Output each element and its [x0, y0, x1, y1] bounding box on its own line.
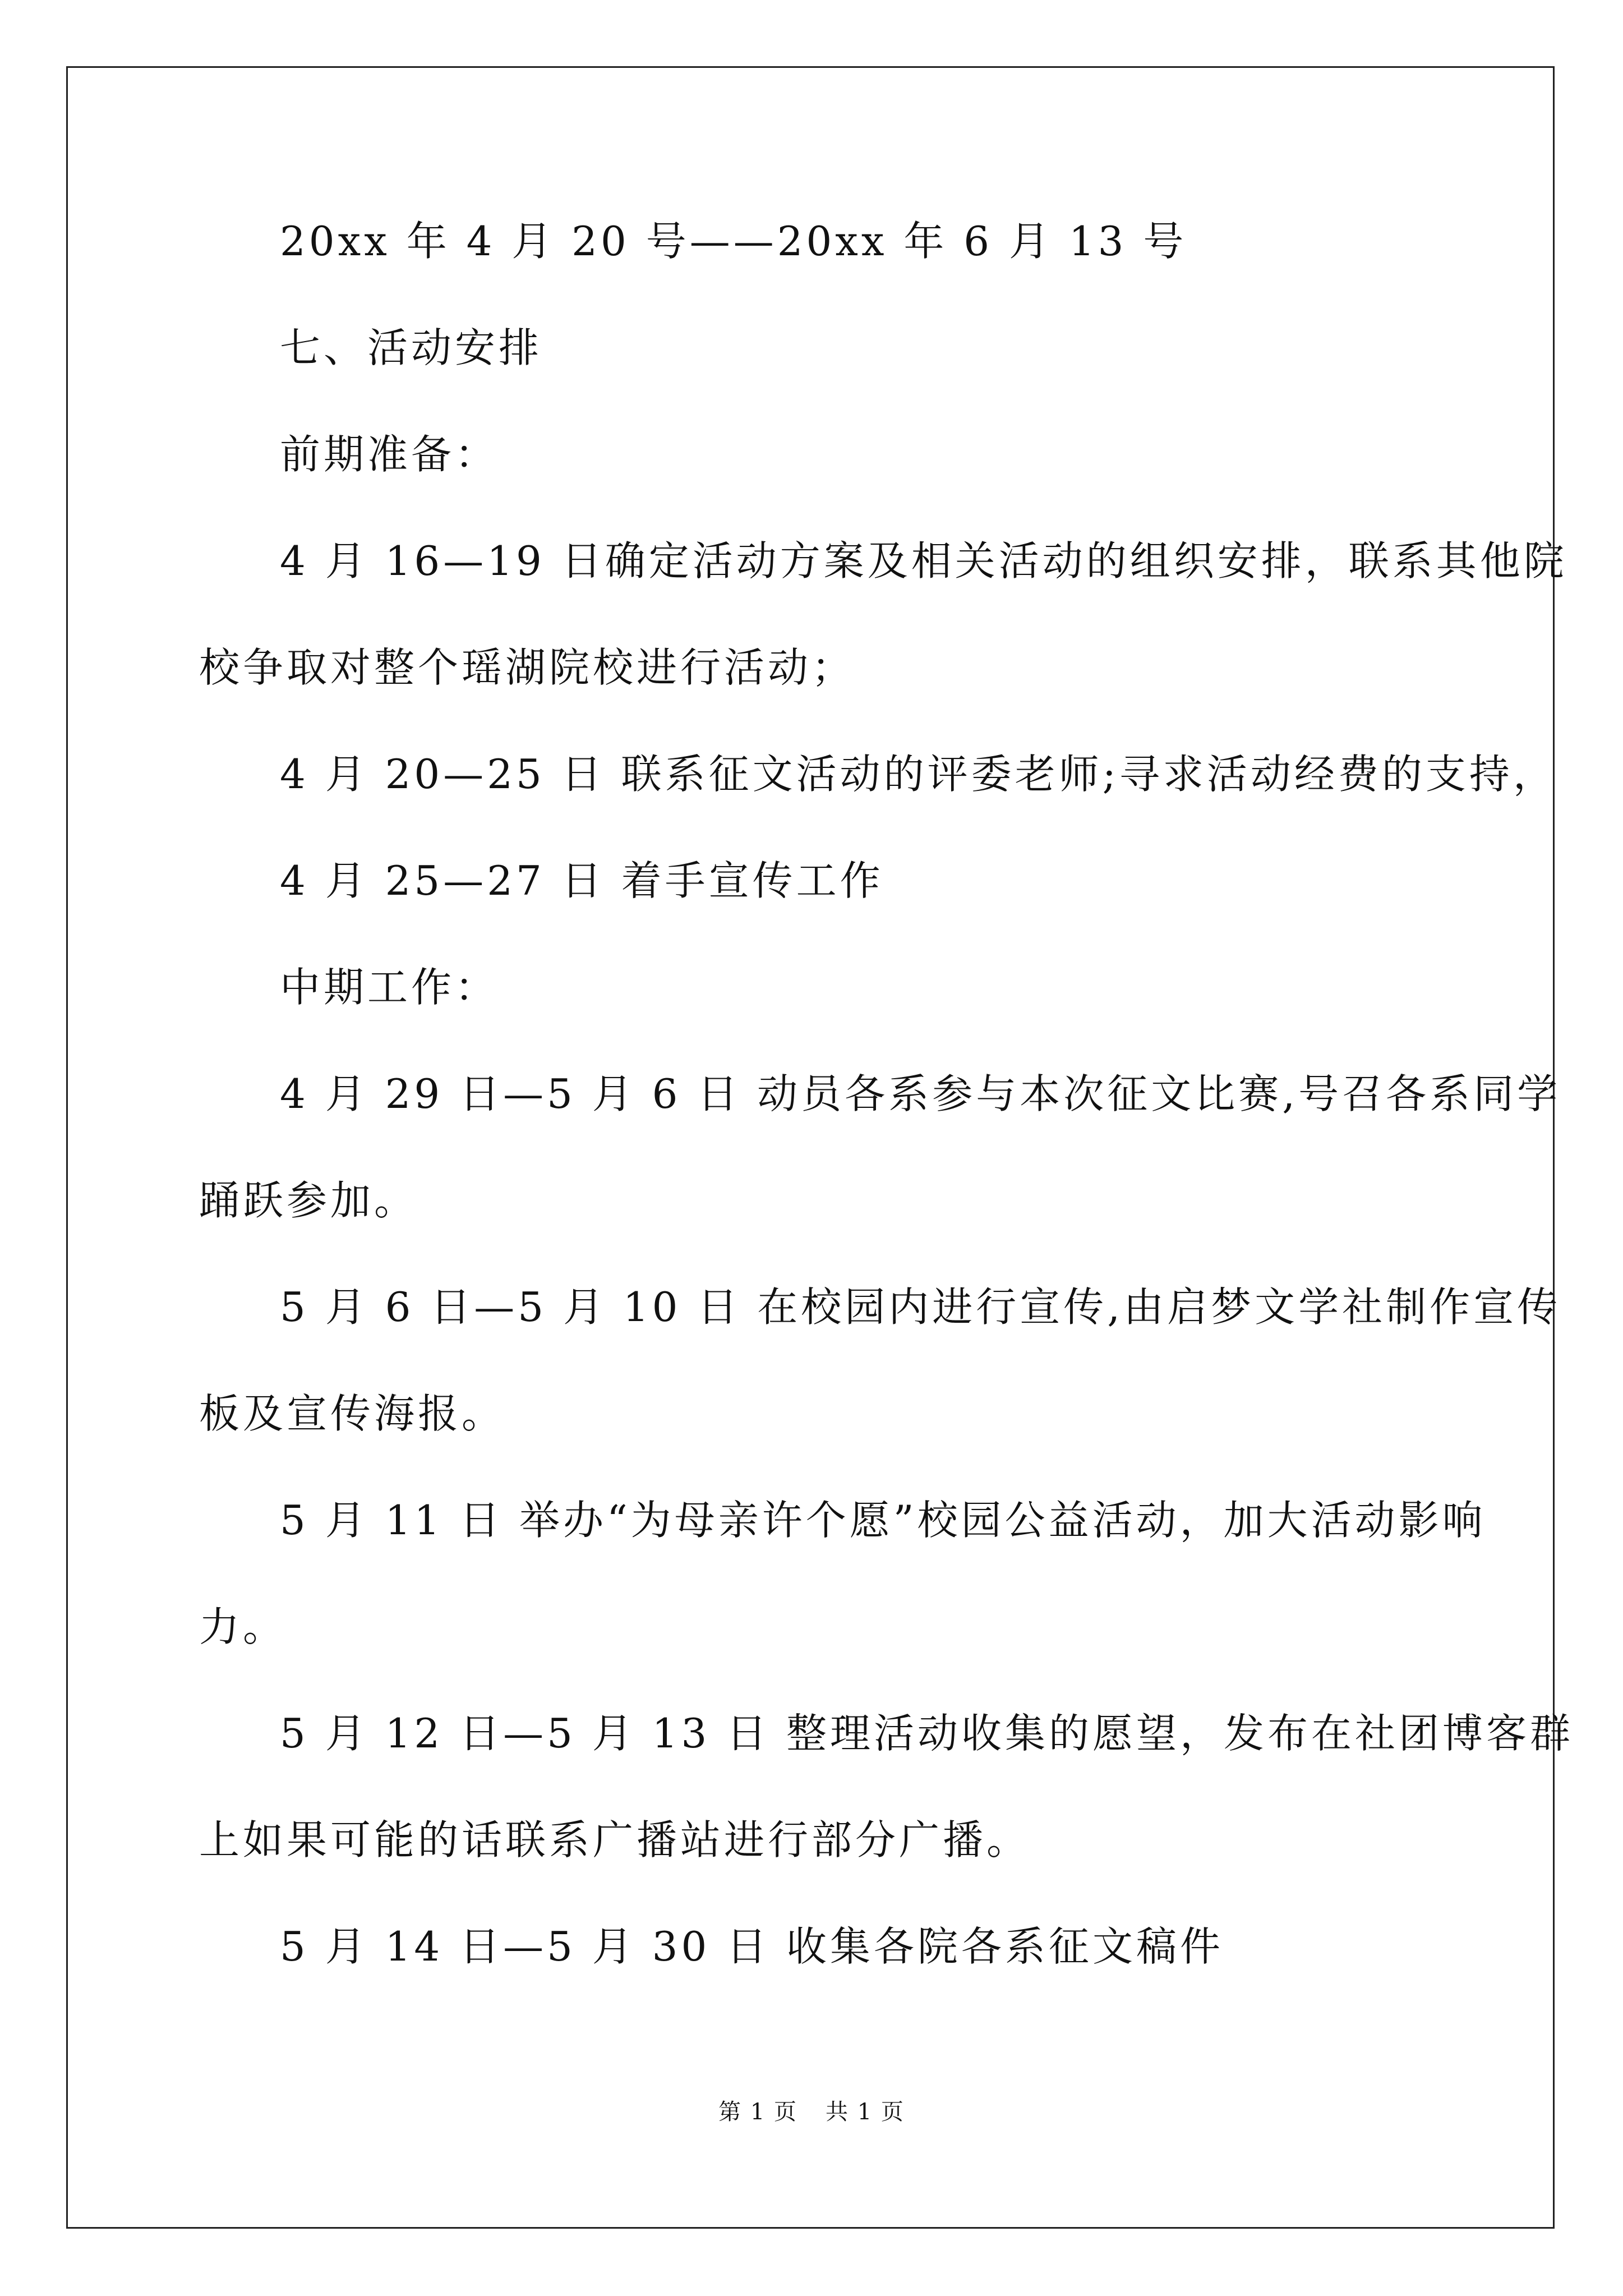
paragraph-line: 踊跃参加。 [199, 1177, 418, 1224]
date-range-line: 20xx 年 4 月 20 号——20xx 年 6 月 13 号 [280, 218, 1187, 265]
page-footer [0, 2098, 1623, 2126]
paragraph-line: 4 月 25—27 日 着手宣传工作 [280, 857, 884, 904]
paragraph-line: 5 月 11 日 举办“为母亲许个愿”校园公益活动，加大活动影响 [280, 1497, 1486, 1544]
paragraph-line: 5 月 12 日—5 月 13 日 整理活动收集的愿望，发布在社团博客群 [280, 1710, 1574, 1757]
paragraph-line: 5 月 6 日—5 月 10 日 在校园内进行宣传,由启梦文学社制作宣传 [280, 1283, 1561, 1331]
page-number-total: 共 1 页 [826, 2099, 905, 2125]
paragraph-line: 5 月 14 日—5 月 30 日 收集各院各系征文稿件 [280, 1923, 1224, 1970]
subheading-preparation: 前期准备： [280, 431, 499, 478]
page-border [66, 66, 1555, 2229]
paragraph-line: 4 月 20—25 日 联系征文活动的评委老师;寻求活动经费的支持， [280, 751, 1557, 798]
paragraph-line: 校争取对整个瑶湖院校进行活动； [199, 644, 856, 691]
paragraph-line: 力。 [199, 1603, 287, 1650]
paragraph-line: 板及宣传海报。 [199, 1390, 506, 1437]
paragraph-line: 4 月 29 日—5 月 6 日 动员各系参与本次征文比赛,号召各系同学 [280, 1070, 1561, 1117]
paragraph-line: 上如果可能的话联系广播站进行部分广播。 [199, 1816, 1031, 1864]
subheading-midterm: 中期工作： [280, 964, 499, 1011]
page-number-current: 第 1 页 [718, 2099, 797, 2125]
section-heading: 七、活动安排 [280, 324, 543, 371]
paragraph-line: 4 月 16—19 日确定活动方案及相关活动的组织安排，联系其他院 [280, 537, 1567, 585]
